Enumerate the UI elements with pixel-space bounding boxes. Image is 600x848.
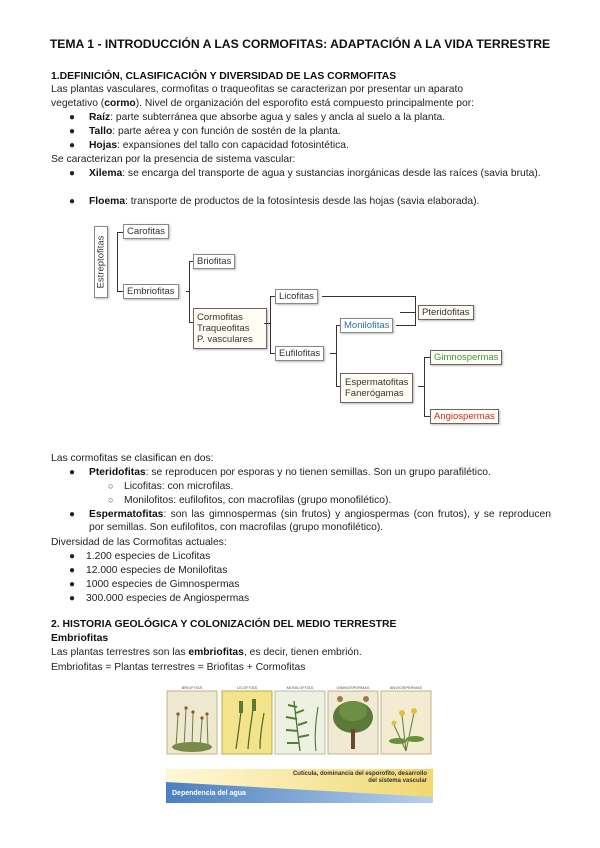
pteridofitas-item: ● Pteridofitas: se reproducen por esporas y no tienen semillas. Son un grupo parafilético. bbox=[69, 467, 491, 478]
briofitas-box: Briofitas bbox=[193, 254, 235, 269]
diversity-item: ● 1000 especies de Gimnospermas bbox=[69, 579, 240, 590]
panel-label: BRIOFITAS bbox=[181, 685, 203, 690]
vascular-intro: Se caracterizan por la presencia de sistema vascular: bbox=[51, 154, 296, 165]
estreptofitas-label: Estreptofitas bbox=[95, 235, 107, 289]
embriofitas-equation: Embriofitas = Plantas terrestres = Briofitas + Cormofitas bbox=[51, 662, 306, 673]
panel-label: ANGIOSPERMAS bbox=[389, 685, 423, 690]
intro-line-1: Las plantas vasculares, cormofitas o traqueofitas se caracterizan por presentar un aparato bbox=[51, 84, 464, 95]
water-dependence-label: Dependencia del agua bbox=[172, 790, 246, 797]
eufilofitas-box: Eufilofitas bbox=[275, 346, 324, 361]
evolution-label-line: del sistema vascular bbox=[368, 778, 427, 784]
diversity-item: ● 300.000 especies de Angiospermas bbox=[69, 593, 250, 604]
sub-item: ○ Monilofitos: eufilofitos, con macrofilas (grupo monofilético). bbox=[108, 495, 392, 506]
connector bbox=[322, 296, 416, 297]
connector bbox=[270, 296, 271, 354]
gimnospermas-box bbox=[430, 350, 502, 365]
organ-item: ● Tallo: parte aérea y con función de sostén de la planta. bbox=[69, 126, 341, 137]
embriofitas-line: Las plantas terrestres son las embriofitas, es decir, tienen embrión. bbox=[51, 647, 362, 658]
cormofitas-label: Cormofitas bbox=[197, 312, 243, 323]
diversity-item: ● 12.000 especies de Monilofitas bbox=[69, 565, 228, 576]
embriofitas-box: Embriofitas bbox=[123, 284, 179, 299]
section-2-subheading: Embriofitas bbox=[51, 633, 109, 644]
connector bbox=[396, 325, 416, 326]
plant-groups-figure bbox=[166, 685, 433, 803]
gimnospermas-label: Gimnospermas bbox=[434, 352, 499, 363]
section-2-heading: 2. HISTORIA GEOLÓGICA Y COLONIZACIÓN DEL MEDIO TERRESTRE bbox=[51, 619, 397, 630]
sub-item: ○ Licofitas: con microfilas. bbox=[108, 481, 234, 492]
p-vasculares-label: P. vasculares bbox=[197, 334, 253, 345]
connector bbox=[400, 312, 416, 313]
connector bbox=[117, 232, 118, 292]
organ-item: ● Hojas: expansiones del tallo con capacidad fotosintética. bbox=[69, 140, 349, 151]
evolution-label-line: Cutícula, dominancia del esporofito, desarrollo bbox=[292, 771, 427, 777]
evolution-label bbox=[293, 771, 427, 785]
cormofitas-box bbox=[193, 308, 267, 349]
connector bbox=[424, 357, 425, 417]
diversity-intro: Diversidad de las Cormofitas actuales: bbox=[51, 537, 227, 548]
monilofitas-box bbox=[340, 318, 393, 333]
traqueofitas-label: Traqueofitas bbox=[197, 323, 250, 334]
estreptofitas-box bbox=[94, 226, 108, 298]
espermatofitas-item: ● Espermatofitas: son las gimnospermas (sin frutos) y angiospermas (con frutos), y se reproducen por semillas. Son eufilofitos, con macrofilas (grupo monofilético). bbox=[69, 509, 551, 533]
diversity-item: ● 1.200 especies de Licofitas bbox=[69, 551, 211, 562]
panel-label: LICOFITAS bbox=[236, 685, 258, 690]
licofitas-box: Licofitas bbox=[275, 289, 318, 304]
classification-intro: Las cormofitas se clasifican en dos: bbox=[51, 453, 214, 464]
fanerogamas-label: Fanerógamas bbox=[345, 388, 404, 399]
carofitas-box: Carofitas bbox=[123, 224, 169, 239]
connector bbox=[336, 325, 337, 387]
intro-line-2: vegetativo (cormo). Nivel de organización del esporofito está compuesto principalmente por: bbox=[51, 98, 474, 109]
page-title: TEMA 1 - INTRODUCCIÓN A LAS CORMOFITAS: ADAPTACIÓN A LA VIDA TERRESTRE bbox=[49, 37, 551, 51]
panel-label: GIMNOSPERMAS bbox=[336, 685, 370, 690]
figure-illustration bbox=[166, 685, 433, 803]
organ-item: ● Raíz: parte subterránea que absorbe agua y sales y ancla al suelo a la planta. bbox=[69, 112, 446, 123]
section-1-heading: 1.DEFINICIÓN, CLASIFICACIÓN Y DIVERSIDAD DE LAS CORMOFITAS bbox=[51, 71, 397, 82]
connector bbox=[415, 296, 416, 325]
pteridofitas-box: Pteridofitas bbox=[418, 305, 474, 320]
angiospermas-label: Angiospermas bbox=[434, 411, 495, 422]
xilema-item: ● Xilema: se encarga del transporte de agua y sustancias inorgánicas desde las raíces (savia bruta). bbox=[69, 168, 541, 179]
espermatofitas-box bbox=[340, 373, 413, 403]
monilofitas-label: Monilofitas bbox=[344, 320, 390, 331]
angiospermas-box bbox=[430, 409, 499, 424]
espermatofitas-label: Espermatofitas bbox=[345, 377, 409, 388]
panel-label: MONILOFITAS bbox=[286, 685, 314, 690]
connector bbox=[189, 261, 190, 323]
floema-item: ● Floema: transporte de productos de la fotosíntesis desde las hojas (savia elaborada). bbox=[69, 196, 480, 207]
